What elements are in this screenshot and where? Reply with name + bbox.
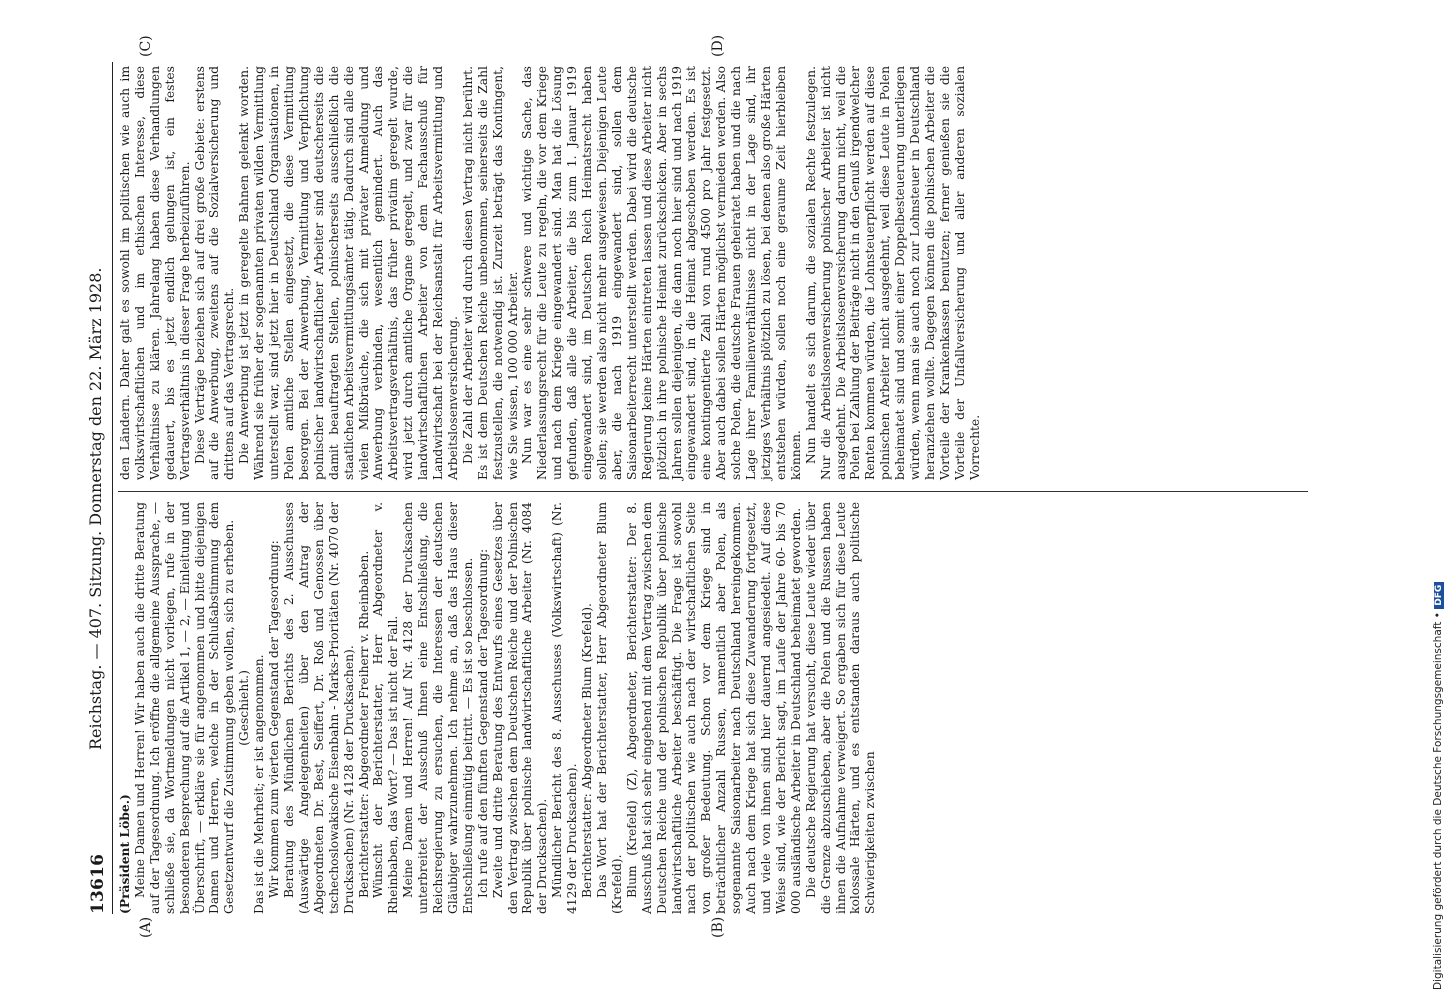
paragraph: Wir kommen zum vierten Gegenstand der Tagesordnung: xyxy=(267,540,282,898)
paragraph: Meine Damen und Herren! Wir haben auch die dritte Beratung auf der Tagesordnung. Ich eröffne die allgemeine Aussprache, — schließe sie, da Wortmeldungen nicht vorliegen, rufe in der besonderen Besprechung auf die Artikel 1, — 2, — Einleitung und Überschrift, — erkläre sie für angenommen und bitte diejenigen Damen und Herren, welche in der Schlußabstimmung dem Gesetzentwurf die Zustimmung geben wollen, sich zu erheben. xyxy=(132,502,237,914)
column-divider xyxy=(118,491,1308,492)
margin-mark-b: (B) xyxy=(710,916,726,938)
paragraph: Nun war es eine sehr schwere und wichtige Sache, das Niederlassungsrecht für die Leute zu regeln, die vor dem Kriege und nach dem Kriege eingewandert sind. Man hat die Lösung gefunden, daß alle die Arbeiter, die bis zum 1. Januar 1919 eingewandert sind, im Deutschen Reich Heimatsrecht haben sollen; sie werden also nicht mehr ausgewiesen. Diejenigen Leute aber, die nach 1919 eingewandert sind, sollen dem Saisonarbeiterrecht unterstellt werden. Dabei wird die deutsche Regierung keine Härten eintreten lassen und diese Arbeiter nicht plötzlich in ihre polnische Heimat zurückschicken. Aber in sechs Jahren sollen diejenigen, die dann noch hier sind und nach 1919 eingewandert sind, in die Heimat abgeschoben werden. Es ist eine kontingentierte Zahl von rund 4500 pro Jahr festgesetzt. Aber auch dabei sollen Härten möglichst vermieden werden. Also solche Polen, die deutsche Frauen geheiratet haben und die nach Lage ihrer Familienverhältnisse nicht in der Lage sind, ihr jetziges Verhältnis plötzlich zu lösen, bei denen also große Härten entstehen würden, sollen noch eine geraume Zeit hierbleiben können. xyxy=(520,66,803,480)
right-text-column xyxy=(118,66,983,480)
paragraph: den Ländern. Daher galt es sowohl im politischen wie auch im volkswirtschaftlichen und im ethischen Interesse, diese Verhältnisse zu klären. Jahrelang haben diese Verhandlungen gedauert, bis es jetzt endlich gelungen ist, ein festes Vertragsverhältnis in dieser Frage herbeizuführen. xyxy=(118,66,192,480)
paragraph: Berichterstatter: Abgeordneter Freiherr v. Rheinbaben. xyxy=(356,550,371,898)
paragraph: Die deutsche Regierung hat versucht, diese Leute wieder über die Grenze abzuschieben, aber die Polen und die Russen haben ihnen die Aufnahme verweigert. So ergaben sich für diese Leute kolossale Härten, und es entstanden daraus auch politische Schwierigkeiten zwischen xyxy=(803,502,878,914)
dfg-logo: DFG xyxy=(1434,582,1444,609)
margin-mark-a: (A) xyxy=(138,916,154,938)
paragraph: Berichterstatter: Abgeordneter Blum (Krefeld). xyxy=(580,603,595,898)
paragraph: Nun handelt es sich darum, die sozialen Rechte festzulegen. Nur die Arbeitslosenversicherung polnischer Arbeiter ist nicht ausgedehnt. Die Arbeitslosenversicherung darum nicht, weil die Polen bei Zahlung der Beiträge nicht in den Genuß irgendwelcher Renten kommen würden, die Lohnsteuerpflicht werden auf diese polnischen Arbeiter nicht ausgedehnt, weil diese Leute in Polen beheimatet sind und somit einer Doppelbesteuerung unterliegen würden, wenn man sie auch noch zur Lohnsteuer in Deutschland heranziehen wollte. Dagegen können die polnischen Arbeiter die Vorteile der Krankenkassen benutzen; ferner genießen sie die Vorteile der Unfallversicherung und aller anderen sozialen Vorrechte. xyxy=(803,66,982,480)
paragraph: (Geschieht.) xyxy=(237,670,252,746)
header-rule xyxy=(112,62,113,914)
paragraph: Blum (Krefeld) (Z), Abgeordneter, Berichterstatter: Der 8. Ausschuß hat sich sehr eingehend mit dem Vertrag zwischen dem Deutschen Reiche und der polnischen Republik über polnische landwirtschaftliche Arbeiter beschäftigt. Die Frage ist sowohl nach der politischen wie auch nach der wirtschaftlichen Seite von großer Bedeutung. Schon vor dem Kriege sind in beträchtlicher Anzahl Russen, namentlich aber Polen, als sogenannte Saisonarbeiter nach Deutschland hereingekommen. Auch nach dem Kriege hat sich diese Zuwanderung fortgesetzt, und viele von ihnen sind hier dauernd angesiedelt. Auf diese Weise sind, wie der Bericht sagt, im Laufe der Jahre 60- bis 70 000 ausländische Arbeiter in Deutschland beheimatet geworden. xyxy=(624,502,803,914)
paragraph: Meine Damen und Herren! Auf Nr. 4128 der Drucksachen unterbreitet der Ausschuß Ihnen eine Entschließung, die Reichsregierung zu ersuchen, die Interessen der deutschen Gläubiger wahrzunehmen. Ich nehme an, daß das Haus dieser Entschließung einmütig beitritt. — Es ist so beschlossen. xyxy=(401,502,475,914)
digitization-credit xyxy=(1432,582,1444,990)
paragraph: Zweite und dritte Beratung des Entwurfs eines Gesetzes über den Vertrag zwischen dem Deutschen Reiche und der Polnischen Republik über polnische landwirtschaftliche Arbeiter (Nr. 4084 der Drucksachen). xyxy=(490,502,550,914)
paragraph: Wünscht der Berichterstatter, Herr Abgeordneter v. Rheinbaben, das Wort? — Das ist nicht der Fall. xyxy=(371,502,401,914)
margin-mark-d: (D) xyxy=(710,34,726,57)
paragraph: Die Zahl der Arbeiter wird durch diesen Vertrag nicht berührt. Es ist dem Deutschen Reiche unbenommen, seinerseits die Zahl festzustellen, die notwendig ist. Zurzeit beträgt das Kontingent, wie Sie wissen, 100 000 Arbeiter. xyxy=(460,66,520,480)
paragraph: (Präsident Löbe.) xyxy=(117,794,132,914)
margin-mark-c: (C) xyxy=(138,35,154,57)
paragraph: Das Wort hat der Berichterstatter, Herr Abgeordneter Blum (Krefeld). xyxy=(595,502,624,914)
paragraph: Mündlicher Bericht des 8. Ausschusses (Volkswirtschaft) (Nr. 4129 der Drucksachen). xyxy=(550,502,580,914)
paragraph: Die Anwerbung ist jetzt in geregelte Bahnen gelenkt worden. Während sie früher der sogenannten privaten wilden Vermittlung unterstellt war, sind jetzt hier in Deutschland Organisationen, in Polen amtliche Stellen eingesetzt, die diese Vermittlung besorgen. Bei der Anwerbung, Vermittlung und Verpflichtung polnischer landwirtschaftlicher Arbeiter sind deutscherseits die damit beauftragten Stellen, polnischerseits ausschließlich die staatlichen Arbeitsvermittlungsämter tätig. Dadurch sind alle die vielen Mißbräuche, die sich mit privater Anmeldung und Anwerbung verbinden, wesentlich gemindert. Auch das Arbeitsvertragsverhältnis, das früher privatim geregelt wurde, wird jetzt durch amtliche Organe geregelt, und zwar für die landwirtschaftlichen Arbeiter von dem Fachausschuß für Landwirtschaft bei der Reichsanstalt für Arbeitsvermittlung und Arbeitslosenversicherung. xyxy=(237,66,460,480)
paragraph: Ich rufe auf den fünften Gegenstand der Tagesordnung: xyxy=(475,548,490,898)
page-number: 13616 xyxy=(88,853,108,914)
page-title: Reichstag. — 407. Sitzung. Donnerstag den 22. März 1928. xyxy=(86,267,105,750)
paragraph: Beratung des Mündlichen Berichts des 2. Ausschusses (Auswärtige Angelegenheiten) über den Antrag der Abgeordneten Dr. Best, Seiffert, Dr. Roß und Genossen über tschechoslowakische Eisenbahn - Marks-Prioritäten (Nr. 4070 der Drucksachen) (Nr. 4128 der Drucksachen). xyxy=(281,502,356,914)
credit-text: Digitalisierung gefördert durch die Deutsche Forschungsgemeinschaft • xyxy=(1432,612,1444,990)
left-text-column xyxy=(118,502,878,914)
paragraph: Das ist die Mehrheit; er ist angenommen. xyxy=(252,654,267,914)
paragraph: Diese Verträge beziehen sich auf drei große Gebiete: erstens auf die Anwerbung, zweitens auf die Sozialversicherung und drittens auf das Vertragsrecht. xyxy=(192,66,237,480)
